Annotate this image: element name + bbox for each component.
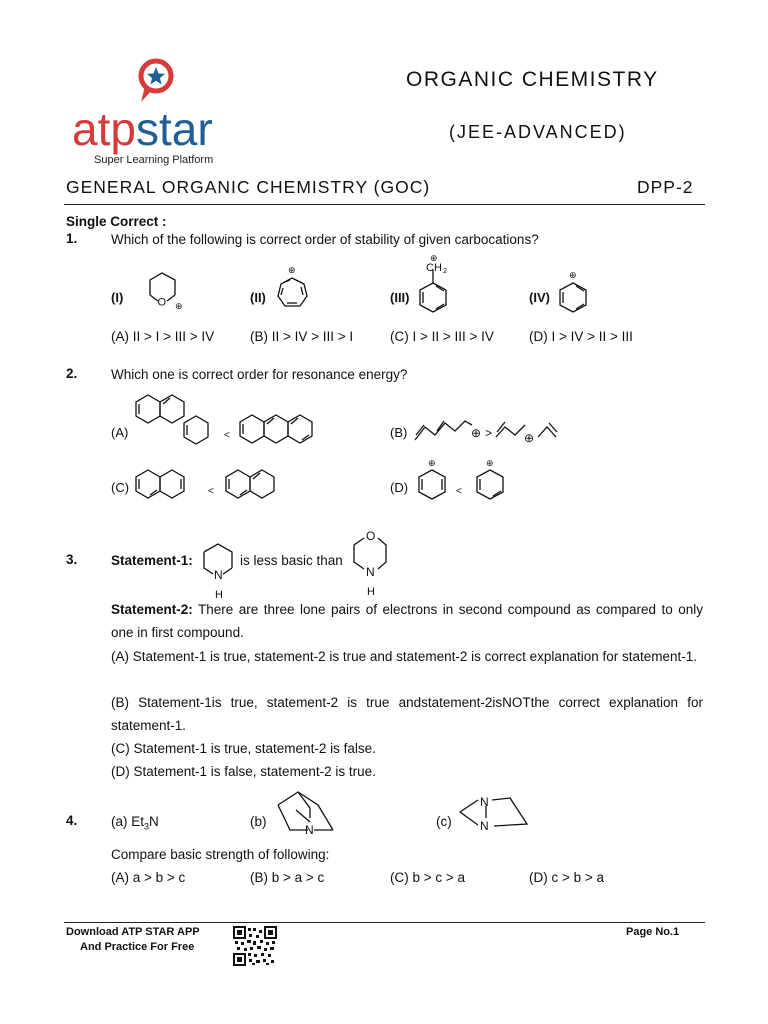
statement-2-text: There are three lone pairs of electrons in second compound as compared to only one in first compound. [111, 602, 703, 640]
svg-text:H: H [367, 586, 375, 598]
svg-text:O: O [366, 529, 376, 543]
svg-text:⊕: ⊕ [486, 458, 494, 468]
q4-label-a: (a) $Et_3N$ [111, 814, 159, 832]
label-A: (A) [111, 425, 129, 440]
structure-polyene-anion [415, 421, 557, 445]
option-d: (D) I > IV > II > III [529, 329, 633, 344]
option-a: (A) II > I > III > IV [111, 329, 215, 344]
label-I: (I) [111, 290, 124, 305]
label-B: (B) [390, 425, 408, 440]
structure-phenyl-cation [560, 270, 586, 312]
option-c: (C) b > c > a [390, 870, 466, 885]
svg-text:<: < [456, 486, 462, 497]
statement-2 [111, 598, 703, 644]
option-b: (B) II > IV > III > I [250, 329, 354, 344]
label-C: (C) [111, 480, 130, 495]
footer-practice: And Practice For Free [80, 941, 195, 953]
question-number: 3. [66, 552, 78, 567]
question-number: 2. [66, 366, 78, 381]
structure-cyclohexadienyl-cation [419, 458, 445, 499]
option-d: (D) c > b > a [529, 870, 605, 885]
svg-text:⊕: ⊕ [430, 253, 438, 263]
option-a: (A) Statement-1 is true, statement-2 is true and statement-2 is correct explanation for statement-1. [111, 649, 698, 664]
question-text: Compare basic strength of following: [111, 847, 330, 862]
q1-structures [100, 250, 700, 330]
dpp-number: DPP-2 [637, 177, 694, 197]
topic-title: GENERAL ORGANIC CHEMISTRY (GOC) [66, 177, 431, 197]
structure-benzyl-cation [420, 253, 447, 312]
footer-download: Download ATP STAR APP [66, 926, 200, 938]
statement-2-label: Statement-2: [111, 602, 193, 617]
svg-text:N: N [366, 565, 375, 579]
svg-text:⊕: ⊕ [175, 301, 183, 311]
question-text: Which one is correct order for resonance energy? [111, 367, 408, 382]
svg-text:<: < [208, 486, 214, 497]
structure-morpholine [348, 523, 398, 603]
svg-text:⊕: ⊕ [569, 270, 577, 280]
label-II: (II) [250, 290, 266, 305]
structure-dabco [452, 790, 537, 845]
structure-piperidine [196, 532, 246, 602]
svg-text:N: N [480, 795, 489, 809]
question-text: Which of the following is correct order of stability of given carbocations? [111, 232, 539, 247]
structure-dihydronaphthalene-1 [136, 470, 184, 498]
svg-text:⊕: ⊕ [471, 426, 482, 440]
structure-quinuclidine [268, 790, 343, 845]
q2-structures [100, 385, 700, 515]
label-D: (D) [390, 480, 409, 495]
header-rule [64, 204, 705, 205]
svg-text:N: N [480, 819, 489, 833]
tagline: Super Learning Platform [94, 154, 214, 166]
label-III: (III) [390, 290, 410, 305]
question-number: 4. [66, 813, 78, 828]
statement-1-mid: is less basic than [240, 553, 343, 568]
structure-dihydronaphthalene-2 [226, 470, 274, 498]
q4-label-b: (b) [250, 814, 267, 829]
svg-text:>: > [485, 426, 493, 440]
question-number: 1. [66, 231, 78, 246]
svg-text:<: < [224, 430, 230, 441]
q4-label-c: (c) [436, 814, 452, 829]
svg-text:⊕: ⊕ [428, 458, 436, 468]
svg-text:CH: CH [426, 262, 442, 274]
svg-text:2: 2 [443, 268, 447, 275]
structure-anthracene [240, 415, 312, 443]
svg-text:H: H [215, 589, 223, 601]
structure-oxanyl-cation [150, 273, 183, 311]
option-b: (B) Statement-1is true, statement-2 is true andstatement-2isNOTthe correct explanation for statement-1. [111, 695, 703, 733]
section-label: Single Correct : [66, 214, 167, 229]
option-d: (D) Statement-1 is false, statement-2 is true. [111, 764, 376, 779]
label-IV: (IV) [529, 290, 550, 305]
svg-text:⊕: ⊕ [524, 431, 535, 445]
structure-benzenium-cation [477, 458, 503, 499]
course-subtitle: (JEE-ADVANCED) [449, 122, 627, 142]
option-c: (C) I > II > III > IV [390, 329, 494, 344]
structure-phenanthrene [136, 395, 208, 444]
footer-rule [64, 922, 705, 923]
brand-star: star [135, 103, 213, 155]
statement-1-label: Statement-1: [111, 553, 193, 568]
qr-code-icon[interactable] [233, 926, 277, 966]
option-b: (B) b > a > c [250, 870, 325, 885]
option-a: (A) a > b > c [111, 870, 186, 885]
svg-text:N: N [305, 823, 314, 837]
logo [70, 58, 250, 170]
svg-text:O: O [157, 296, 167, 309]
svg-text:N: N [214, 568, 223, 582]
structure-tropylium [278, 265, 307, 306]
brand-wordmark [72, 103, 213, 155]
option-c: (C) Statement-1 is true, statement-2 is false. [111, 741, 376, 756]
course-title: ORGANIC CHEMISTRY [406, 68, 659, 91]
svg-text:⊕: ⊕ [288, 265, 296, 275]
logo-pin-icon [138, 58, 178, 106]
page-number: Page No.1 [626, 926, 680, 938]
brand-atp: atp [72, 103, 136, 155]
